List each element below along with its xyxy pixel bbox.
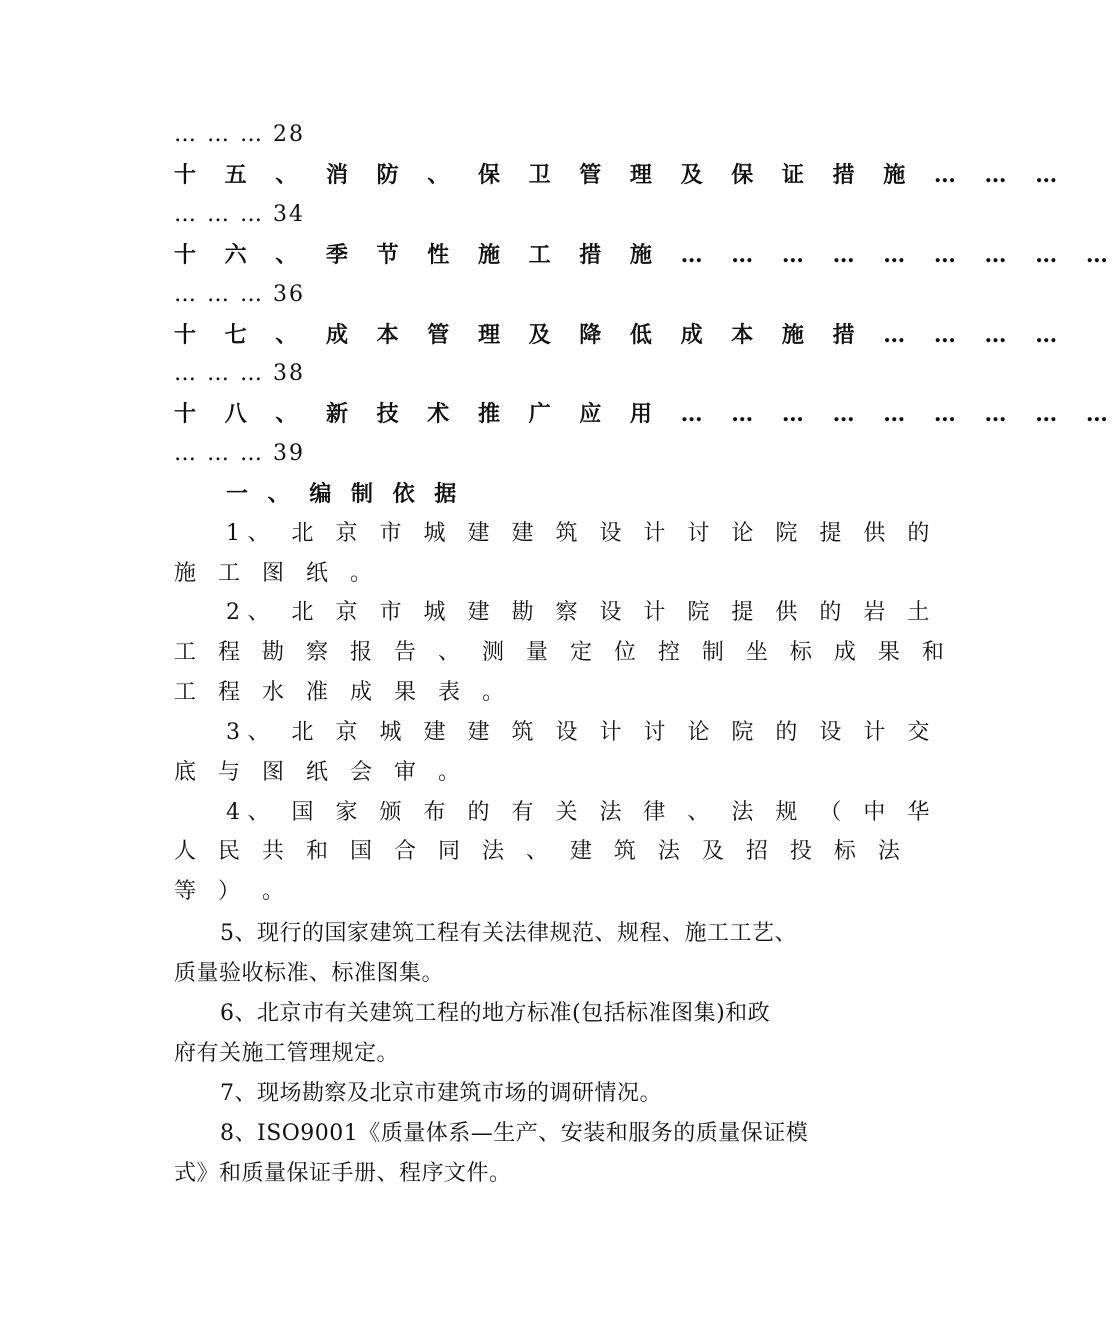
basis-item-6-line-2: 府有关施工管理规定。 — [174, 1041, 400, 1066]
toc-entry-15-page: … … … 34 — [174, 202, 305, 227]
basis-item-4-line-1: 4、 国 家 颁 布 的 有 关 法 律 、 法 规 （ 中 华 — [226, 800, 937, 825]
toc-entry-18-title: 十 八 、 新 技 术 推 广 应 用 … … … … … … … … … — [174, 401, 1118, 427]
basis-item-1-line-1: 1、 北 京 市 城 建 建 筑 设 计 讨 论 院 提 供 的 — [226, 521, 937, 546]
basis-item-5-line-2: 质量验收标准、标准图集。 — [174, 961, 445, 986]
basis-item-2-line-1: 2、 北 京 市 城 建 勘 察 设 计 院 提 供 的 岩 土 — [226, 600, 937, 625]
basis-item-1-line-2: 施 工 图 纸 。 — [174, 561, 380, 586]
basis-item-7-line-1: 7、现场勘察及北京市建筑市场的调研情况。 — [220, 1081, 662, 1106]
basis-item-8-line-1: 8、ISO9001《质量体系—生产、安装和服务的质量保证模 — [220, 1121, 809, 1146]
toc-entry-16-page: … … … 36 — [174, 282, 305, 307]
basis-item-3-line-1: 3、 北 京 城 建 建 筑 设 计 讨 论 院 的 设 计 交 — [226, 720, 937, 745]
toc-entry-15-title: 十 五 、 消 防 、 保 卫 管 理 及 保 证 措 施 … … … — [174, 162, 1068, 188]
basis-item-4-line-3: 等 ） 。 — [174, 879, 292, 904]
basis-item-2-line-2: 工 程 勘 察 报 告 、 测 量 定 位 控 制 坐 标 成 果 和 — [174, 640, 952, 665]
section-heading: 一 、 编 制 依 据 — [226, 481, 463, 507]
toc-entry-16-title: 十 六 、 季 节 性 施 工 措 施 … … … … … … … … … — [174, 242, 1118, 268]
basis-item-5-line-1: 5、现行的国家建筑工程有关法律规范、规程、施工工艺、 — [220, 921, 797, 946]
toc-entry-18-page: … … … 39 — [174, 441, 305, 466]
basis-item-6-line-1: 6、北京市有关建筑工程的地方标准(包括标准图集)和政 — [220, 1001, 771, 1026]
toc-entry-17-page: … … … 38 — [174, 361, 305, 386]
basis-item-4-line-2: 人 民 共 和 国 合 同 法 、 建 筑 法 及 招 投 标 法 — [174, 839, 908, 864]
basis-item-2-line-3: 工 程 水 准 成 果 表 。 — [174, 680, 512, 705]
basis-item-8-line-2: 式》和质量保证手册、程序文件。 — [174, 1161, 512, 1186]
toc-entry-14-page: … … … 28 — [174, 122, 305, 147]
toc-entry-17-title: 十 七 、 成 本 管 理 及 降 低 成 本 施 措 … … … … — [174, 322, 1068, 348]
basis-item-3-line-2: 底 与 图 纸 会 审 。 — [174, 760, 468, 785]
